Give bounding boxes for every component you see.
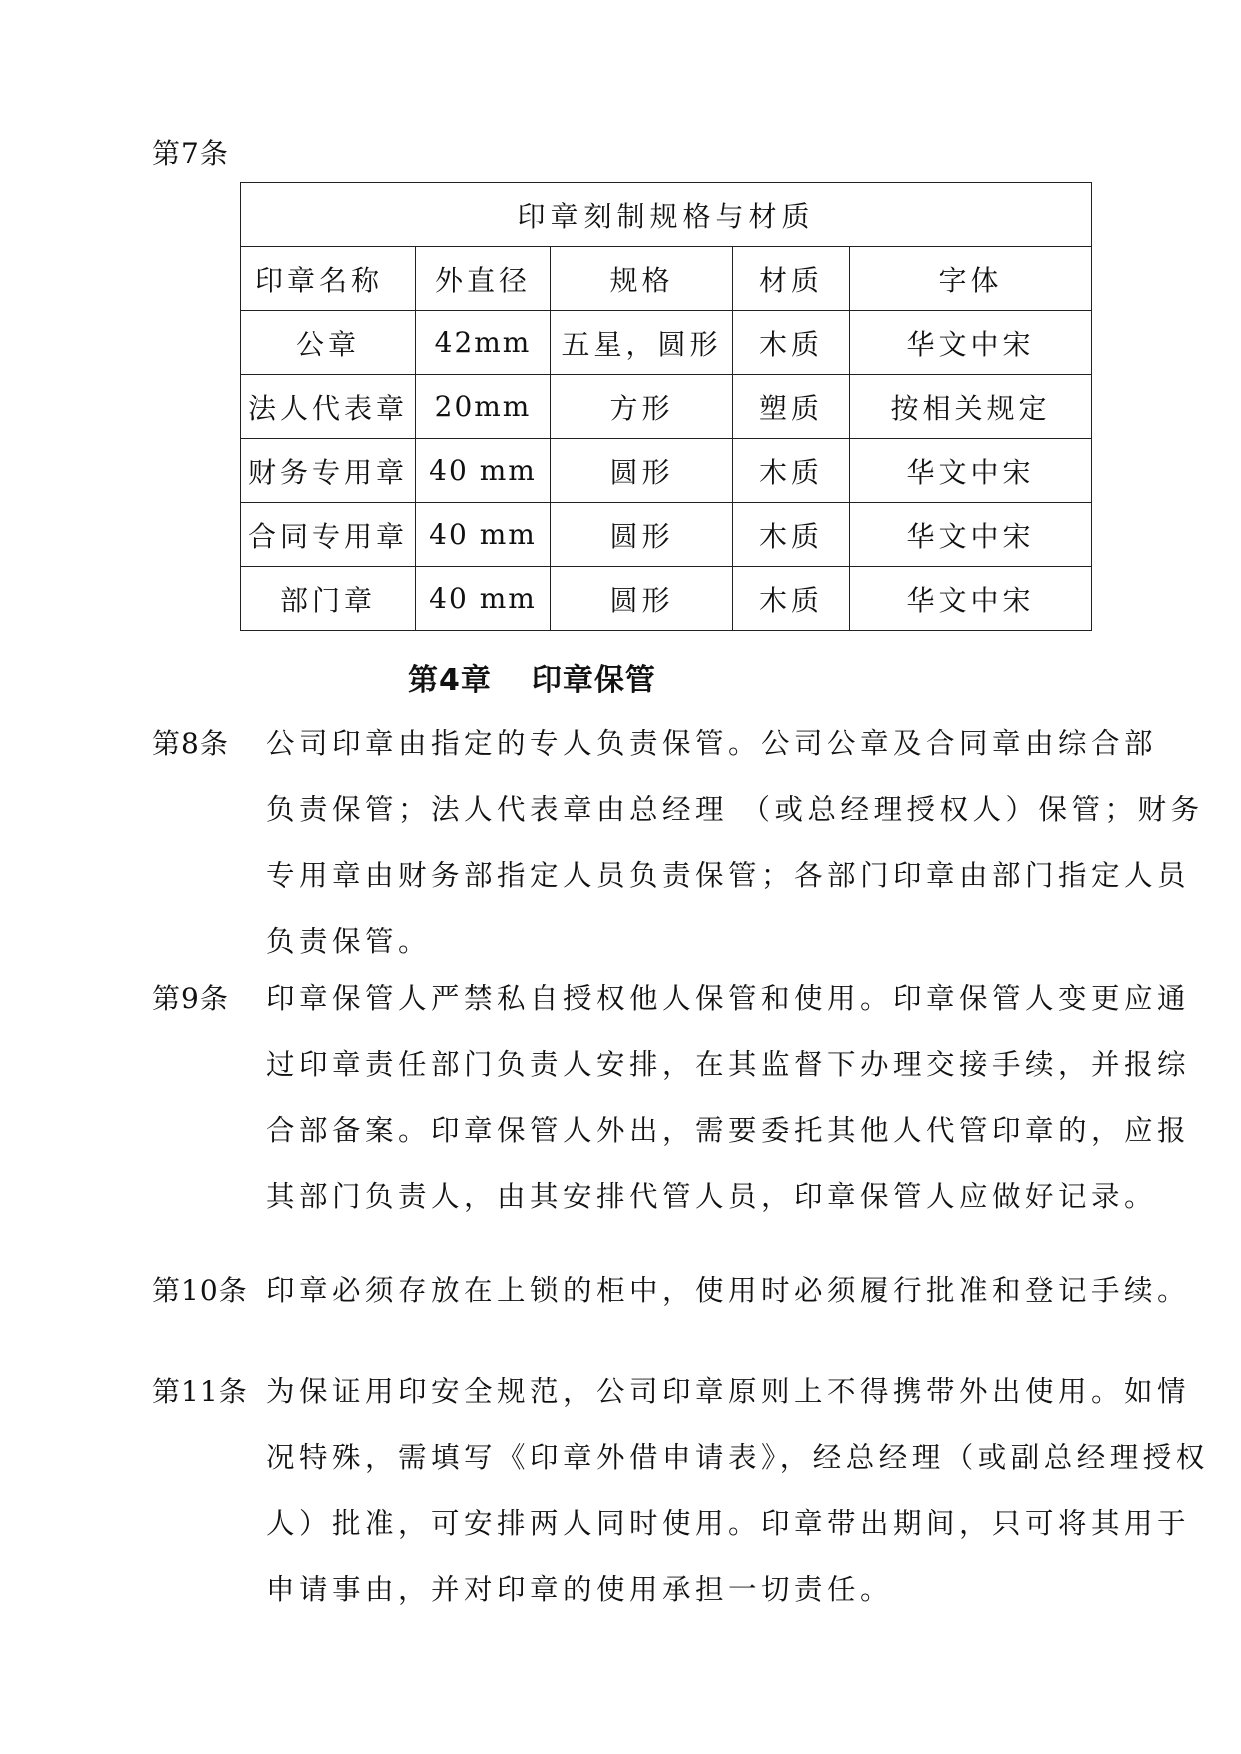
table-cell: 40 mm <box>416 503 551 567</box>
article-body <box>266 1258 1191 1324</box>
table-cell: 42mm <box>416 311 551 375</box>
article-line: 为保证用印安全规范，公司印章原则上不得携带外出使用。如情 <box>266 1375 1191 1408</box>
table-cell: 塑质 <box>733 375 850 439</box>
table-cell: 合同专用章 <box>241 503 416 567</box>
article-body <box>266 711 1204 975</box>
article-line: 印章保管人严禁私自授权他人保管和使用。印章保管人变更应通 <box>266 982 1191 1015</box>
table-cell: 法人代表章 <box>241 375 416 439</box>
table-row <box>241 567 1092 631</box>
article-line: 其部门负责人，由其安排代管人员，印章保管人应做好记录。 <box>266 1180 1158 1213</box>
seal-spec-table <box>240 182 1092 631</box>
article-line: 况特殊，需填写《印章外借申请表》，经总经理（或副总经理授权 <box>266 1441 1209 1474</box>
article-line: 专用章由财务部指定人员负责保管；各部门印章由部门指定人员 <box>266 859 1191 892</box>
table-cell: 方形 <box>551 375 733 439</box>
table-cell: 部门章 <box>241 567 416 631</box>
column-header: 字体 <box>850 247 1092 311</box>
table-caption-row <box>241 183 1092 247</box>
table-cell: 财务专用章 <box>241 439 416 503</box>
table-cell: 圆形 <box>551 503 733 567</box>
table-cell: 40 mm <box>416 567 551 631</box>
chapter-number: 第4章 <box>408 663 492 698</box>
table-row <box>241 311 1092 375</box>
article-label: 第8条 <box>152 727 229 760</box>
table-cell: 华文中宋 <box>850 439 1092 503</box>
table-cell: 华文中宋 <box>850 567 1092 631</box>
table-cell: 木质 <box>733 503 850 567</box>
article-line: 负责保管。 <box>266 925 432 958</box>
table-cell: 圆形 <box>551 567 733 631</box>
article-body <box>266 966 1191 1230</box>
column-header: 印章名称 <box>241 247 416 311</box>
table-cell: 20mm <box>416 375 551 439</box>
article-label: 第10条 <box>152 1274 248 1307</box>
table-row <box>241 503 1092 567</box>
table-cell: 五星，圆形 <box>551 311 733 375</box>
article-line: 合部备案。印章保管人外出，需要委托其他人代管印章的，应报 <box>266 1114 1191 1147</box>
table-cell: 木质 <box>733 311 850 375</box>
article-body <box>266 1359 1209 1623</box>
table-row <box>241 439 1092 503</box>
table-caption: 印章刻制规格与材质 <box>241 183 1092 247</box>
article-label: 第9条 <box>152 982 229 1015</box>
table-cell: 圆形 <box>551 439 733 503</box>
article-line: 公司印章由指定的专人负责保管。公司公章及合同章由综合部 <box>266 727 1158 760</box>
article-line: 人）批准，可安排两人同时使用。印章带出期间，只可将其用于 <box>266 1507 1191 1540</box>
chapter-title: 印章保管 <box>531 663 656 698</box>
table-cell: 木质 <box>733 567 850 631</box>
table-cell: 木质 <box>733 439 850 503</box>
table-row <box>241 375 1092 439</box>
table-header-row <box>241 247 1092 311</box>
chapter-heading <box>408 655 656 699</box>
table-cell: 华文中宋 <box>850 503 1092 567</box>
article-line: 过印章责任部门负责人安排，在其监督下办理交接手续，并报综 <box>266 1048 1191 1081</box>
table-cell: 40 mm <box>416 439 551 503</box>
article-label: 第11条 <box>152 1375 248 1408</box>
column-header: 规格 <box>551 247 733 311</box>
article-line: 申请事由，并对印章的使用承担一切责任。 <box>266 1573 894 1606</box>
table-cell: 公章 <box>241 311 416 375</box>
table-cell: 华文中宋 <box>850 311 1092 375</box>
column-header: 材质 <box>733 247 850 311</box>
article-line: 印章必须存放在上锁的柜中，使用时必须履行批准和登记手续。 <box>266 1274 1191 1307</box>
article-line: 负责保管；法人代表章由总经理 （或总经理授权人）保管；财务 <box>266 793 1204 826</box>
table-cell: 按相关规定 <box>850 375 1092 439</box>
article-7-label: 第7条 <box>152 137 229 170</box>
column-header: 外直径 <box>416 247 551 311</box>
